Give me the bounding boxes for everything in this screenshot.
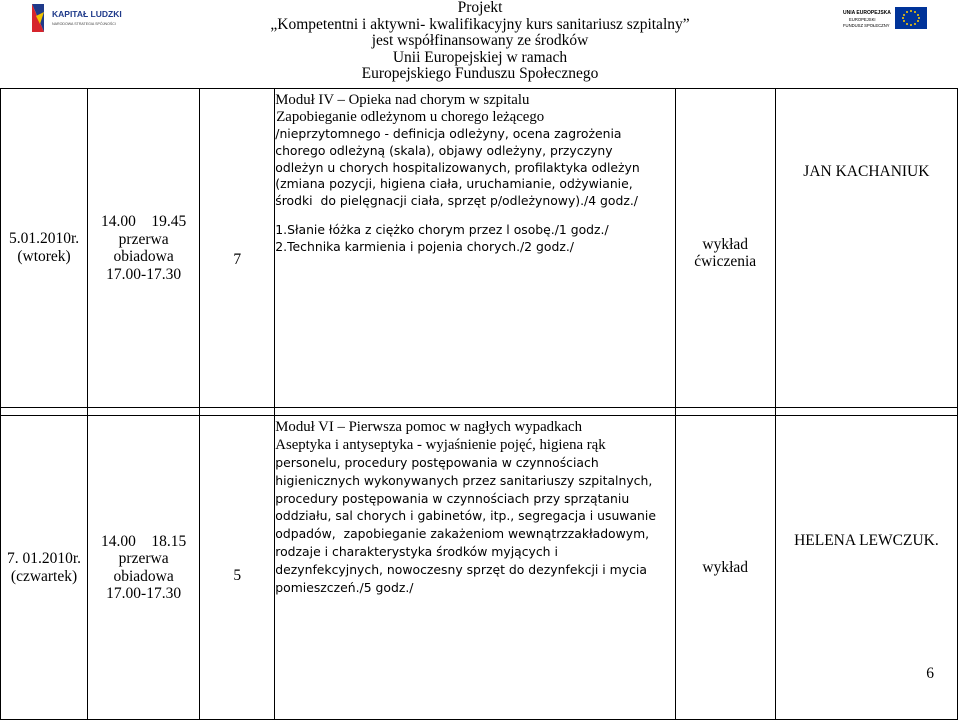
content-line: chorego odleżyną (skala), objawy odleżyny, przyczyny — [275, 142, 613, 158]
time-cell — [88, 416, 200, 720]
schedule-row — [1, 416, 958, 720]
row-gap — [1, 408, 958, 416]
date-cell — [1, 416, 88, 720]
eu-text-3: FUNDUSZ SPOŁECZNY — [843, 23, 890, 28]
form-cell — [675, 89, 775, 408]
kapital-ludzki-logo — [30, 2, 130, 34]
time-range: 14.00 19.45 — [101, 213, 187, 230]
module-title: Moduł IV – Opieka nad chorym w szpitalu — [275, 92, 530, 108]
time-range: 14.00 18.15 — [101, 532, 187, 550]
hours: 5 — [233, 566, 242, 584]
content-line: (zmiana pozycji, higiena ciała, uruchamianie, odżywianie, — [275, 176, 633, 192]
form-lecture: wykład — [702, 235, 749, 253]
teacher-name: JAN KACHANIUK — [803, 163, 930, 180]
schedule-table — [0, 88, 958, 720]
header-line-3: jest współfinansowany ze środków — [371, 32, 589, 49]
content-line: procedury postępowania w czynnościach przy sprzątaniu — [275, 490, 630, 506]
break-label-2: obiadowa — [113, 248, 174, 265]
content-line: rodzaje i charakterystyka środków myjących i — [275, 543, 558, 559]
content-cell — [275, 416, 675, 720]
content-cell — [275, 89, 675, 408]
hours: 7 — [233, 251, 242, 269]
header-line-1: Projekt — [457, 0, 503, 16]
page-number: 6 — [926, 665, 934, 682]
break-time: 17.00-17.30 — [106, 585, 182, 602]
content-line: higienicznych wykonywanych przez sanitariuszy szpitalnych, — [275, 472, 653, 488]
module-title: Moduł VI – Pierwsza pomoc w nagłych wypadkach — [275, 419, 582, 435]
content-line: Aseptyka i antyseptyka - wyjaśnienie pojęć, higiena rąk — [275, 436, 606, 453]
eu-text-1: UNIA EUROPEJSKA — [843, 10, 891, 16]
teacher-cell — [775, 89, 957, 408]
content-line: środki do pielęgnacji ciała, sprzęt p/odleżynowy)./4 godz./ — [275, 193, 638, 209]
form-cell — [675, 416, 775, 720]
kl-title: KAPITAŁ LUDZKI — [52, 9, 122, 19]
date: 7. 01.2010r. — [7, 549, 82, 567]
break-label-2: obiadowa — [113, 567, 174, 585]
content-line: /nieprzytomnego - definicja odleżyny, ocena zagrożenia — [275, 126, 622, 141]
hours-cell — [200, 89, 275, 408]
header-line-4: Unii Europejskiej w ramach — [392, 48, 568, 66]
form-lecture: wykład — [702, 558, 749, 576]
content-line: 2.Technika karmienia i pojenia chorych./2 godz./ — [275, 238, 574, 254]
date: 5.01.2010r. — [8, 230, 80, 247]
time-cell — [88, 89, 200, 408]
header-line-5: Europejskiego Funduszu Społecznego — [361, 65, 599, 82]
weekday: (wtorek) — [17, 248, 71, 265]
teacher-name: HELENA LEWCZUK. — [794, 532, 939, 549]
content-line: personelu, procedury postępowania w czynnościach — [275, 455, 599, 470]
content-line: oddziału, sal chorych i gabinetów, itp., segregacja i usuwanie — [275, 508, 656, 524]
eu-text-2: EUROPEJSKI — [849, 17, 876, 22]
schedule-row — [1, 89, 958, 408]
break-time: 17.00-17.30 — [106, 265, 182, 283]
eu-logo — [843, 6, 928, 36]
content-line: pomieszczeń./5 godz./ — [275, 579, 414, 595]
content-line: odpadów, zapobieganie zakażeniom wewnątrzzakładowym, — [275, 526, 650, 542]
hours-cell — [200, 416, 275, 720]
project-header — [200, 0, 760, 83]
weekday: (czwartek) — [10, 567, 78, 585]
break-label: przerwa — [118, 230, 169, 248]
header-line-2: „Kompetentni i aktywni- kwalifikacyjny kurs sanitariusz szpitalny” — [270, 15, 690, 33]
break-label: przerwa — [118, 550, 169, 567]
content-line: Zapobieganie odleżynom u chorego leżącego — [276, 109, 545, 125]
date-cell — [1, 89, 88, 408]
content-line: dezynfekcyjnych, nowoczesny sprzęt do dezynfekcji i mycia — [275, 561, 647, 577]
form-exercises: ćwiczenia — [694, 253, 757, 270]
content-line: 1.Słanie łóżka z ciężko chorym przez l osobę./1 godz./ — [275, 221, 609, 237]
content-line: odleżyn u chorych hospitalizowanych, profilaktyka odleżyn — [275, 159, 640, 175]
kl-subtitle: NARODOWA STRATEGIA SPÓJNOŚCI — [52, 22, 116, 26]
